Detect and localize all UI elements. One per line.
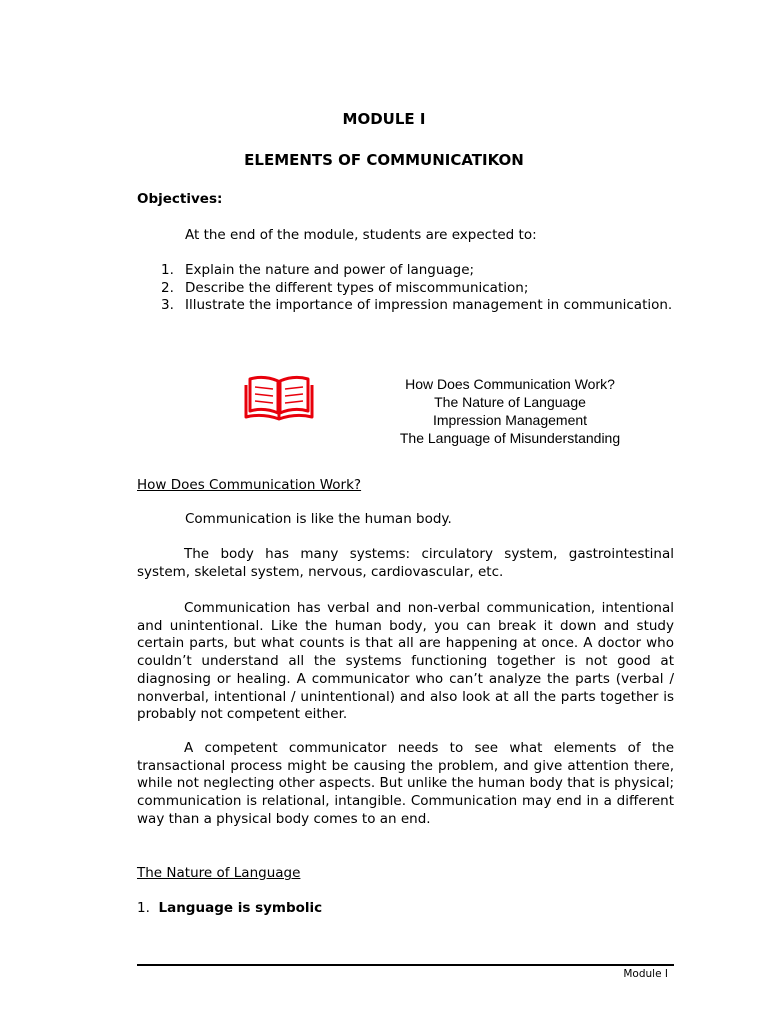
footer-divider xyxy=(137,964,674,966)
paragraph: A competent communicator needs to see what elements of the transactional process might be causing the problem, and give attention there, while not neglecting other aspects. But unlike the human body that is physical; communication is relational, intangible. Communication may end in a different way than a physical body comes to an end. xyxy=(137,740,674,827)
objective-item xyxy=(161,280,701,298)
subheading-text: Language is symbolic xyxy=(158,900,323,916)
topic-item: Impression Management xyxy=(432,412,588,428)
page-footer: Module I xyxy=(623,968,668,980)
topic-item: How Does Communication Work? xyxy=(405,376,615,392)
paragraph: Communication has verbal and non-verbal communication, intentional and unintentional. Like the human body, you can break it down and study certain parts, but what counts is that all are happening at once. A doctor who couldn’t understand all the systems functioning together is not good at diagnosing or healing. A communicator who can’t analyze the parts (verbal / nonverbal, intentional / unintentional) and also look at all the parts together is probably not competent either. xyxy=(137,600,674,723)
objective-number: 1. xyxy=(161,262,174,278)
objectives-list xyxy=(161,262,701,315)
page-heading: ELEMENTS OF COMMUNICATIKON xyxy=(244,151,524,169)
book-icon xyxy=(244,373,314,423)
objective-item xyxy=(161,262,701,280)
objectives-intro: At the end of the module, students are expected to: xyxy=(185,227,537,243)
module-title: MODULE I xyxy=(342,110,426,128)
objective-number: 2. xyxy=(161,279,174,296)
topic-item: The Language of Misunderstanding xyxy=(399,430,621,446)
objective-text: Illustrate the importance of impression management in communication. xyxy=(185,297,673,314)
objective-text: Explain the nature and power of language; xyxy=(185,262,475,278)
topics-list xyxy=(350,375,670,447)
objective-number: 3. xyxy=(161,297,174,314)
paragraph: The body has many systems: circulatory system, gastrointestinal system, skeletal system, nervous, cardiovascular, etc. xyxy=(137,546,674,580)
section-title-language: The Nature of Language xyxy=(137,865,301,881)
subheading-number: 1. xyxy=(137,900,150,916)
paragraph: Communication is like the human body. xyxy=(185,511,452,527)
objective-text: Describe the different types of miscommunication; xyxy=(185,279,529,296)
numbered-subheading xyxy=(137,900,322,916)
objective-item xyxy=(161,297,701,315)
objectives-label: Objectives: xyxy=(137,191,223,207)
topic-item: The Nature of Language xyxy=(434,394,586,410)
section-title-communication: How Does Communication Work? xyxy=(137,477,362,493)
